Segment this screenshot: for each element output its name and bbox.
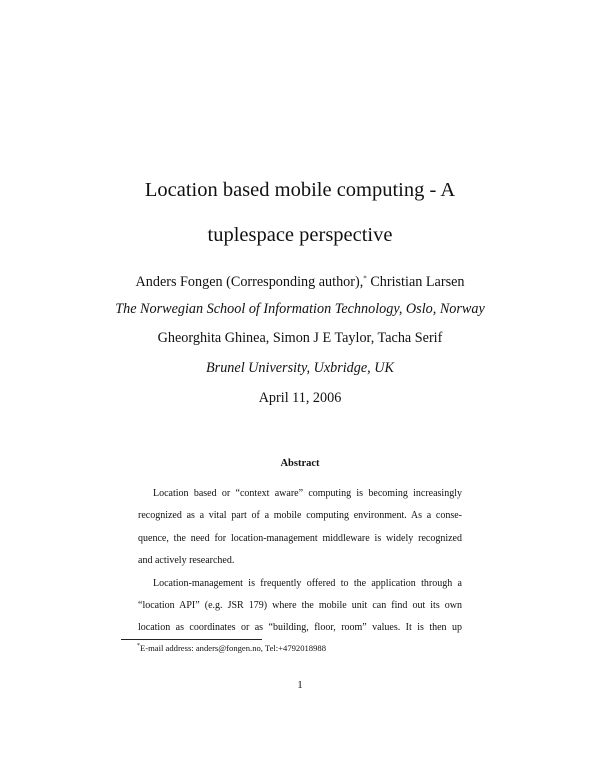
authors-line-1-cont: Christian Larsen [366,274,465,290]
abstract-line: and actively researched. [138,555,235,567]
paper-title-line-1: Location based mobile computing - A [144,179,456,201]
affiliation-1: The Norwegian School of Information Technology, Oslo, Norway [115,301,485,317]
abstract-line: recognized as a vital part of a mobile computing environment. As a conse- [138,510,462,522]
paper-date: April 11, 2006 [258,390,342,406]
authors-line-2: Gheorghita Ghinea, Simon J E Taylor, Tacha Serif [157,330,443,346]
authors-line-1 [0,274,600,291]
page-number: 1 [297,679,303,691]
affiliation-2: Brunel University, Uxbridge, UK [206,360,394,376]
authors-line-1-text: Anders Fongen (Corresponding author), [135,274,364,290]
paper-title-line-2: tuplespace perspective [207,224,393,246]
author-footnote-mark: * [363,274,367,283]
abstract-line: “location API” (e.g. JSR 179) where the mobile unit can find out its own [138,600,462,612]
abstract-line: Location based or “context aware” computing is becoming increasingly [153,488,462,499]
abstract-body [138,483,462,640]
footnote-mark: * [137,643,140,650]
abstract-line: location as coordinates or as “building, floor, room” values. It is then up [138,622,462,634]
abstract-heading: Abstract [280,458,320,469]
abstract-line: quence, the need for location-management middleware is widely recognized [138,532,462,544]
footnote-rule [121,639,262,640]
footnote [137,643,326,653]
abstract-line: Location-management is frequently offered to the application through a [153,577,462,589]
footnote-text: E-mail address: anders@fongen.no, Tel:+4792018988 [140,643,326,653]
